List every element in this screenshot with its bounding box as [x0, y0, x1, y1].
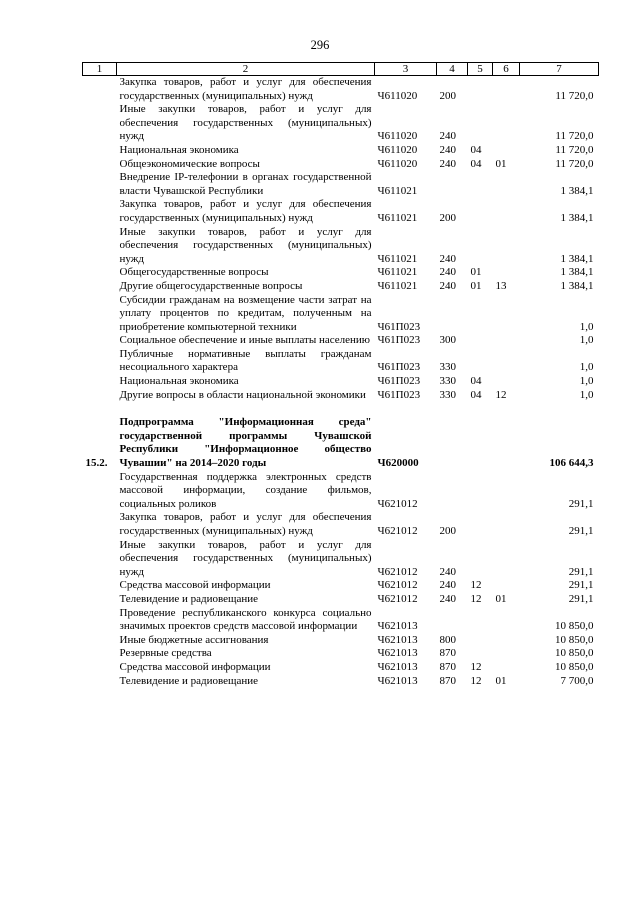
table-row	[83, 607, 599, 634]
target-article-code: Ч61П023	[377, 320, 421, 333]
table-row	[83, 76, 599, 104]
subsection-code	[493, 416, 520, 470]
row-number	[83, 471, 117, 512]
table-row	[83, 511, 599, 538]
row-number	[83, 294, 117, 335]
section-code: 04	[470, 388, 482, 401]
subsection-code	[493, 198, 520, 225]
table-row	[83, 389, 599, 403]
table-row	[83, 675, 599, 689]
expense-type-code	[437, 294, 468, 335]
row-number	[83, 607, 117, 634]
subsection-code	[493, 226, 520, 267]
row-spacer	[83, 402, 599, 416]
amount: 10 850,0	[555, 633, 594, 646]
amount: 106 644,3	[549, 457, 594, 470]
page-number: 296	[310, 38, 330, 52]
expense-type-code	[437, 607, 468, 634]
target-article-code: Ч611021	[377, 184, 418, 197]
section-code	[468, 348, 493, 375]
section-code	[468, 76, 493, 104]
table-row	[83, 539, 599, 580]
table-row	[83, 280, 599, 294]
target-article-code: Ч621012	[377, 565, 418, 578]
table-body	[83, 76, 599, 689]
subsection-code	[493, 348, 520, 375]
target-article-code: Ч611021	[377, 266, 418, 279]
row-name: Общеэкономические вопросы	[119, 157, 260, 170]
row-name: Телевидение и радиовещание	[119, 592, 259, 605]
subsection-code	[493, 647, 520, 661]
section-code: 04	[470, 143, 482, 156]
row-name: Социальное обеспечение и иные выплаты населению	[119, 334, 371, 347]
amount: 1 384,1	[560, 279, 594, 292]
subsection-code	[493, 579, 520, 593]
amount: 1 384,1	[560, 184, 594, 197]
table-row	[83, 579, 599, 593]
row-name: Закупка товаров, работ и услуг для обеспечения государственных (муниципальных) нужд	[119, 198, 372, 224]
row-name: Внедрение IP-телефонии в органах государственной власти Чувашской Республики	[119, 171, 372, 197]
row-name: Иные закупки товаров, работ и услуг для обеспечения государственных (муниципальных) нужд	[119, 225, 372, 265]
subsection-code: 12	[495, 388, 507, 401]
expense-type-code: 870	[439, 660, 456, 673]
target-article-code: Ч621013	[377, 620, 418, 633]
table-row	[83, 294, 599, 335]
row-number: 15.2.	[85, 457, 108, 470]
subsection-code	[493, 76, 520, 104]
row-number	[83, 144, 117, 158]
row-number	[83, 539, 117, 580]
subsection-code: 13	[495, 279, 507, 292]
subsection-code: 01	[495, 674, 507, 687]
row-name: Закупка товаров, работ и услуг для обеспечения государственных (муниципальных) нужд	[119, 511, 372, 537]
table-row	[83, 103, 599, 144]
table-row	[83, 647, 599, 661]
target-article-code: Ч61П023	[377, 375, 421, 388]
row-name: Иные бюджетные ассигнования	[119, 633, 269, 646]
subsection-code	[493, 634, 520, 648]
expense-type-code: 870	[439, 674, 456, 687]
target-article-code: Ч611020	[377, 157, 418, 170]
section-code: 12	[470, 579, 482, 592]
row-number	[83, 647, 117, 661]
amount: 1 384,1	[560, 211, 594, 224]
amount: 1,0	[579, 361, 594, 374]
section-code	[468, 471, 493, 512]
row-number	[83, 389, 117, 403]
target-article-code: Ч621012	[377, 579, 418, 592]
table-row	[83, 634, 599, 648]
amount: 11 720,0	[555, 89, 594, 102]
row-name: Закупка товаров, работ и услуг для обеспечения государственных (муниципальных) нужд	[119, 76, 372, 102]
section-code	[468, 539, 493, 580]
expense-type-code: 240	[439, 130, 456, 143]
header-col-1: 1	[83, 63, 117, 76]
budget-table	[82, 62, 599, 688]
section-code	[468, 511, 493, 538]
expense-type-code: 200	[439, 525, 456, 537]
target-article-code: Ч621013	[377, 674, 418, 687]
section-code: 04	[470, 375, 482, 388]
row-name: Средства массовой информации	[119, 579, 271, 592]
row-number	[83, 334, 117, 348]
table-row	[83, 158, 599, 172]
subsection-code	[493, 144, 520, 158]
row-name: Публичные нормативные выплаты гражданам несоциального характера	[119, 347, 372, 374]
target-article-code: Ч611021	[377, 279, 418, 292]
table-row	[83, 334, 599, 348]
row-number	[83, 171, 117, 198]
target-article-code: Ч61П023	[377, 388, 421, 401]
expense-type-code: 330	[439, 361, 456, 374]
subsection-code: 01	[495, 592, 507, 605]
target-article-code: Ч61П023	[377, 334, 421, 347]
table-header	[83, 63, 599, 76]
table-row	[83, 171, 599, 198]
table-row	[83, 375, 599, 389]
row-number	[83, 675, 117, 689]
target-article-code: Ч611020	[377, 89, 418, 102]
expense-type-code: 240	[439, 266, 456, 279]
expense-type-code: 240	[439, 252, 456, 265]
section-code	[468, 198, 493, 225]
target-article-code: Ч621013	[377, 633, 418, 646]
row-name: Средства массовой информации	[119, 660, 271, 673]
row-name: Субсидии гражданам на возмещение части затрат на уплату процентов по кредитам, полученным на приобретение компьютерной техники	[119, 293, 372, 333]
table-row	[83, 226, 599, 267]
subsection-code	[493, 607, 520, 634]
row-number	[83, 661, 117, 675]
row-name: Иные закупки товаров, работ и услуг для обеспечения государственных (муниципальных) нужд	[119, 538, 372, 578]
row-number	[83, 593, 117, 607]
row-number	[83, 158, 117, 172]
amount: 1,0	[579, 334, 594, 347]
row-number	[83, 266, 117, 280]
section-code	[468, 416, 493, 470]
row-number	[83, 348, 117, 375]
target-article-code: Ч611020	[377, 143, 418, 156]
header-col-2: 2	[117, 63, 375, 76]
header-col-5: 5	[468, 63, 493, 76]
section-code: 12	[470, 660, 482, 673]
row-number	[83, 103, 117, 144]
row-number	[83, 579, 117, 593]
section-code: 04	[470, 157, 482, 170]
table-row	[83, 266, 599, 280]
target-article-code: Ч611021	[377, 252, 418, 265]
subsection-code	[493, 471, 520, 512]
amount: 291,1	[568, 592, 594, 605]
amount: 291,1	[568, 579, 594, 592]
table-row	[83, 416, 599, 470]
subsection-code	[493, 375, 520, 389]
expense-type-code: 240	[439, 579, 456, 592]
table-row	[83, 471, 599, 512]
expense-type-code: 330	[439, 388, 456, 401]
expense-type-code	[437, 416, 468, 470]
amount: 10 850,0	[555, 647, 594, 660]
expense-type-code: 240	[439, 279, 456, 292]
target-article-code: Ч611021	[377, 211, 418, 224]
expense-type-code: 200	[439, 89, 456, 102]
table-row	[83, 144, 599, 158]
target-article-code: Ч621013	[377, 660, 418, 673]
header-col-7: 7	[520, 63, 599, 76]
table-row	[83, 593, 599, 607]
section-code: 01	[470, 279, 482, 292]
amount: 291,1	[568, 565, 594, 578]
table-row	[83, 661, 599, 675]
row-name: Телевидение и радиовещание	[119, 674, 259, 687]
amount: 291,1	[568, 497, 594, 510]
section-code	[468, 171, 493, 198]
amount: 1,0	[579, 388, 594, 401]
amount: 1,0	[579, 320, 594, 333]
expense-type-code: 240	[439, 565, 456, 578]
amount: 11 720,0	[555, 157, 594, 170]
section-code	[468, 634, 493, 648]
section-code	[468, 103, 493, 144]
amount: 10 850,0	[555, 620, 594, 633]
row-number	[83, 375, 117, 389]
row-spacer-cell	[83, 402, 599, 416]
subsection-code: 01	[495, 157, 507, 170]
row-name: Общегосударственные вопросы	[119, 266, 269, 279]
target-article-code: Ч61П023	[377, 361, 421, 374]
target-article-code: Ч621012	[377, 592, 418, 605]
section-code: 01	[470, 266, 482, 279]
row-name: Национальная экономика	[119, 375, 239, 388]
section-code	[468, 607, 493, 634]
expense-type-code: 240	[439, 592, 456, 605]
header-col-4: 4	[437, 63, 468, 76]
amount: 11 720,0	[555, 130, 594, 143]
subsection-code	[493, 539, 520, 580]
subsection-code	[493, 103, 520, 144]
expense-type-code: 870	[439, 647, 456, 660]
header-col-6: 6	[493, 63, 520, 76]
target-article-code: Ч611020	[377, 130, 418, 143]
amount: 291,1	[568, 525, 594, 537]
expense-type-code: 240	[439, 157, 456, 170]
amount: 1 384,1	[560, 252, 594, 265]
amount: 11 720,0	[555, 143, 594, 156]
row-name: Другие вопросы в области национальной экономики	[119, 388, 366, 401]
section-code: 12	[470, 592, 482, 605]
expense-type-code: 200	[439, 211, 456, 224]
section-code	[468, 294, 493, 335]
header-col-3: 3	[375, 63, 437, 76]
section-code	[468, 647, 493, 661]
amount: 1,0	[579, 375, 594, 388]
expense-type-code: 800	[439, 633, 456, 646]
subsection-code	[493, 334, 520, 348]
expense-type-code: 240	[439, 143, 456, 156]
target-article-code: Ч620000	[377, 457, 419, 470]
section-code: 12	[470, 674, 482, 687]
row-name: Проведение республиканского конкурса социально значимых проектов средств массовой информации	[119, 606, 372, 633]
amount: 10 850,0	[555, 660, 594, 673]
row-number	[83, 511, 117, 538]
row-number	[83, 226, 117, 267]
row-name: Резервные средства	[119, 647, 212, 660]
amount: 1 384,1	[560, 266, 594, 279]
subsection-code	[493, 171, 520, 198]
row-name: Подпрограмма "Информационная среда" государственной программы Чувашской Республики "Информационное общество Чувашии" на 2014–2020 годы	[119, 416, 372, 470]
subsection-code	[493, 661, 520, 675]
amount: 7 700,0	[560, 674, 594, 687]
section-code	[468, 334, 493, 348]
expense-type-code	[437, 471, 468, 512]
expense-type-code: 300	[439, 334, 456, 347]
expense-type-code	[437, 171, 468, 198]
row-name: Национальная экономика	[119, 143, 239, 156]
target-article-code: Ч621012	[377, 525, 418, 537]
target-article-code: Ч621012	[377, 497, 418, 510]
table-row	[83, 348, 599, 375]
row-number	[83, 76, 117, 104]
row-number	[83, 280, 117, 294]
row-number	[83, 634, 117, 648]
subsection-code	[493, 266, 520, 280]
section-code	[468, 226, 493, 267]
row-number	[83, 198, 117, 225]
subsection-code	[493, 294, 520, 335]
row-name: Другие общегосударственные вопросы	[119, 279, 303, 292]
expense-type-code: 330	[439, 375, 456, 388]
target-article-code: Ч621013	[377, 647, 418, 660]
row-name: Государственная поддержка электронных средств массовой информации, создание фильмов, социальных роликов	[119, 470, 372, 510]
row-name: Иные закупки товаров, работ и услуг для обеспечения государственных (муниципальных) нужд	[119, 103, 372, 143]
subsection-code	[493, 511, 520, 538]
table-row	[83, 198, 599, 225]
